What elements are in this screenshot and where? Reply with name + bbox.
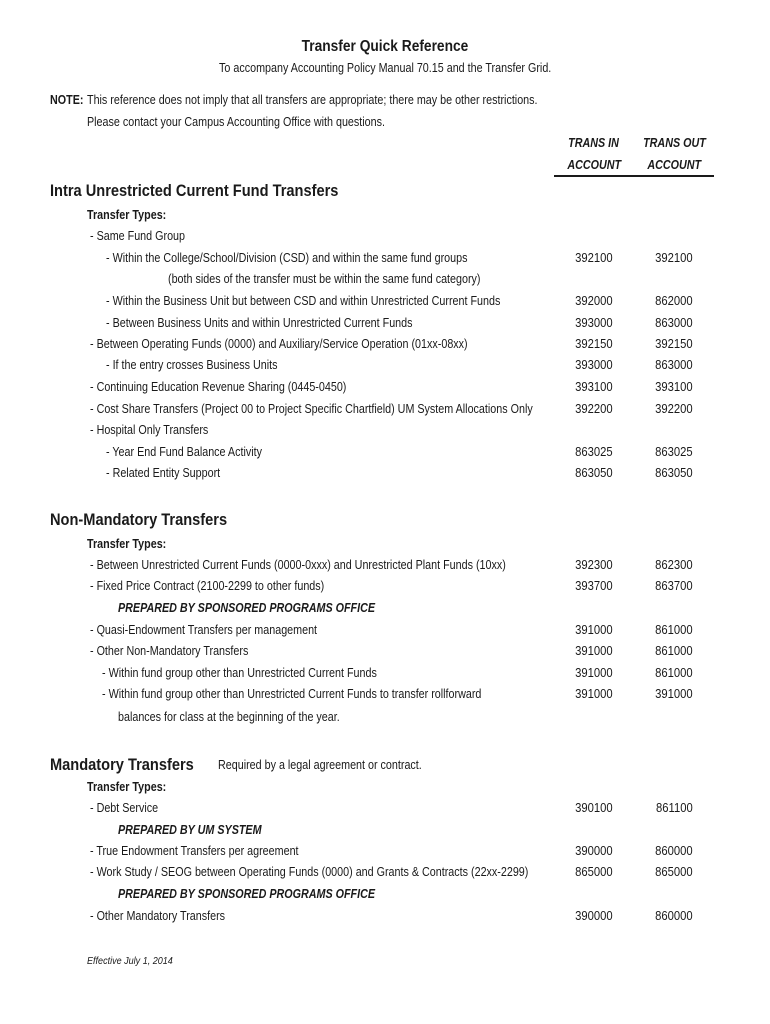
list-item: - Quasi-Endowment Transfers per management 391000 861000 [90,623,693,637]
prepared-by-note: PREPARED BY UM SYSTEM [118,823,262,837]
transfer-types-label: Transfer Types: [87,537,167,551]
transfer-types-label: Transfer Types: [87,780,167,794]
prepared-by-note: PREPARED BY SPONSORED PROGRAMS OFFICE [118,887,376,901]
list-item: - True Endowment Transfers per agreement 390000 860000 [90,844,693,858]
note-line-1: This reference does not imply that all transfers are appropriate; there may be other restrictions. [87,93,538,107]
list-item: (both sides of the transfer must be within the same fund category) [168,272,481,286]
list-item: - Within the College/School/Division (CSD) and within the same fund groups 392100 392100 [106,251,693,265]
trans-in-header-2: ACCOUNT [567,158,621,172]
list-item: - Debt Service 390100 861100 [90,801,693,815]
section-title-non-mandatory: Non-Mandatory Transfers [50,510,228,529]
list-item: - Same Fund Group [90,229,186,243]
list-item: - Related Entity Support 863050 863050 [106,466,693,480]
section-title-intra: Intra Unrestricted Current Fund Transfers [50,181,339,200]
list-item: - Other Mandatory Transfers 390000 860000 [90,909,693,923]
prepared-by-note: PREPARED BY SPONSORED PROGRAMS OFFICE [118,601,376,615]
list-item: - Continuing Education Revenue Sharing (0445-0450) 393100 393100 [90,380,693,394]
list-item: - Fixed Price Contract (2100-2299 to other funds) 393700 863700 [90,579,693,593]
list-item: - Within fund group other than Unrestricted Current Funds to transfer rollforward 391000 391000 [102,687,693,701]
list-item: - Year End Fund Balance Activity 863025 863025 [106,445,693,459]
list-item: - Within the Business Unit but between CSD and within Unrestricted Current Funds 392000 862000 [106,294,693,308]
page-title: Transfer Quick Reference [301,38,469,55]
note-line-2: Please contact your Campus Accounting Office with questions. [87,115,385,129]
list-item: - Between Operating Funds (0000) and Auxiliary/Service Operation (01xx-08xx) 392150 392150 [90,337,693,351]
list-item: - Cost Share Transfers (Project 00 to Project Specific Chartfield) UM System Allocations Only 392200 392200 [90,402,693,416]
section-note: Required by a legal agreement or contract. [218,758,422,772]
list-item: - Work Study / SEOG between Operating Funds (0000) and Grants & Contracts (22xx-2299) 865000 865000 [90,865,693,879]
list-item: - If the entry crosses Business Units 393000 863000 [106,358,693,372]
list-item: - Between Unrestricted Current Funds (0000-0xxx) and Unrestricted Plant Funds (10xx) 392300 862300 [90,558,693,572]
list-item: - Other Non-Mandatory Transfers 391000 861000 [90,644,693,658]
list-item: - Between Business Units and within Unrestricted Current Funds 393000 863000 [106,316,693,330]
trans-out-header-2: ACCOUNT [647,158,701,172]
transfer-types-label: Transfer Types: [87,208,167,222]
effective-date: Effective July 1, 2014 [87,955,173,967]
list-item: balances for class at the beginning of the year. [118,710,340,724]
trans-in-header-1: TRANS IN [568,136,620,150]
page-subtitle: To accompany Accounting Policy Manual 70.15 and the Transfer Grid. [218,61,552,75]
section-title-mandatory: Mandatory Transfers [50,755,194,774]
list-item: - Within fund group other than Unrestricted Current Funds 391000 861000 [102,666,693,680]
trans-out-header-1: TRANS OUT [642,136,706,150]
header-rule [554,175,714,177]
list-item: - Hospital Only Transfers [90,423,209,437]
note-label: NOTE: [50,93,84,107]
